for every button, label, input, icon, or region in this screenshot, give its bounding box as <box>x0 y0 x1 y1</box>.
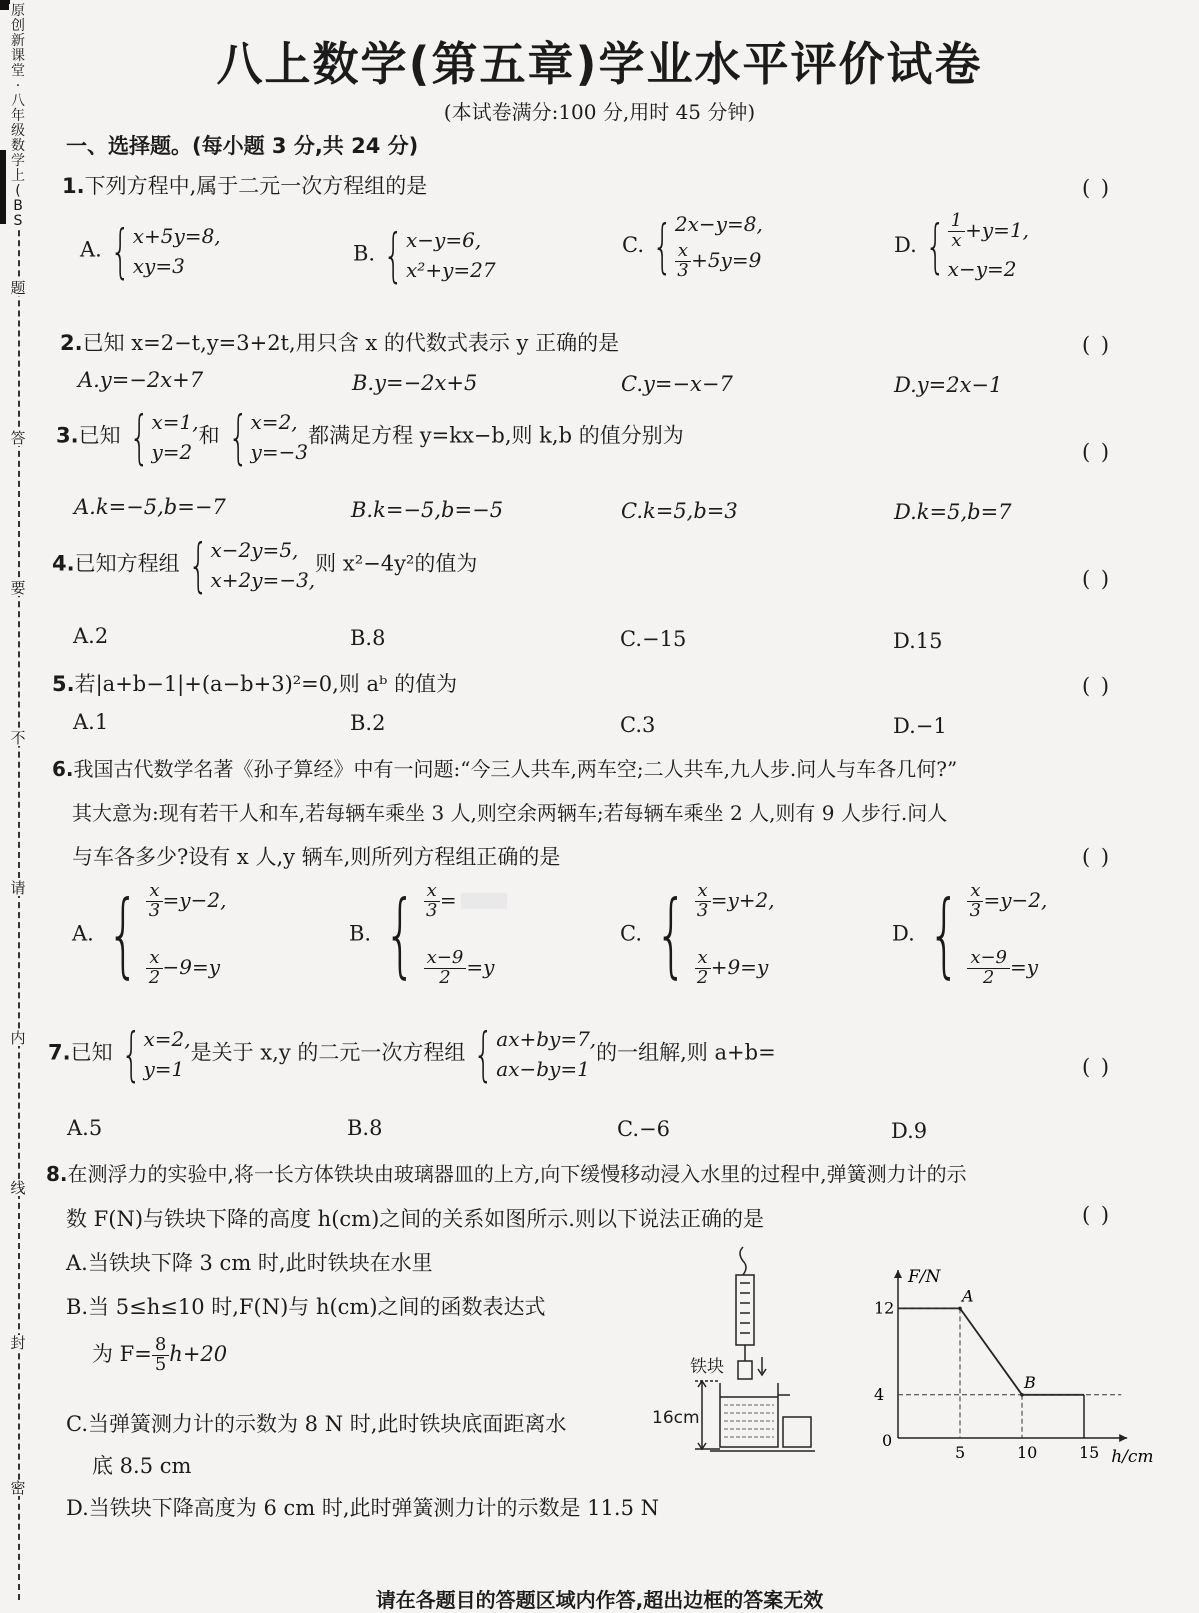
q6-option-a[interactable]: A. { $\frac{x}{3}$ =y−2, $\frac{x}{2}$ −9=y <box>72 880 227 988</box>
spring-scale <box>736 1275 754 1345</box>
q6-option-d[interactable]: D. { $\frac{x}{3}$ =y−2, $\frac{x-9}{2}$ =y <box>892 880 1048 988</box>
q8-option-c-line2[interactable]: 底 8.5 cm <box>92 1454 192 1478</box>
margin-char: 线 <box>8 1180 28 1196</box>
glass-container <box>720 1383 778 1447</box>
q1-option-d[interactable]: D. { $\frac{1}{x}$ +y=1, x−y=2 <box>894 210 1030 281</box>
q8-option-d[interactable]: D.当铁块下降高度为 6 cm 时,此时弹簧测力计的示数是 11.5 N <box>66 1496 659 1520</box>
q7-option-c[interactable]: C.−6 <box>617 1117 670 1141</box>
series-line <box>898 1308 1084 1394</box>
page-subtitle: (本试卷满分:100 分,用时 45 分钟) <box>443 100 756 124</box>
footer-note: 请在各题目的答题区域内作答,超出边框的答案无效 <box>375 1588 824 1612</box>
point-label-B: B <box>1024 1372 1036 1392</box>
section-heading: 一、选择题。(每小题 3 分,共 24 分) <box>66 134 419 158</box>
answer-blank-7[interactable]: ( ) <box>1082 1055 1112 1079</box>
question-5-stem: 5.若|a+b−1|+(a−b+3)²=0,则 aᵇ 的值为 <box>52 672 458 696</box>
question-6-line-2: 其大意为:现有若干人和车,若每辆车乘坐 3 人,则空余两辆车;若每辆车乘坐 2 人,则有 9 人步行.问人 <box>72 801 948 825</box>
x-tick-label: 5 <box>955 1443 966 1462</box>
seal-line <box>18 150 20 1600</box>
q8-option-a[interactable]: A.当铁块下降 3 cm 时,此时铁块在水里 <box>66 1251 433 1275</box>
answer-blank-4[interactable]: ( ) <box>1082 567 1112 591</box>
x-tick-label: 10 <box>1017 1443 1038 1462</box>
answer-blank-5[interactable]: ( ) <box>1082 674 1112 698</box>
q5-option-c[interactable]: C.3 <box>620 713 656 737</box>
obscured-patch <box>461 893 507 909</box>
q3-option-b[interactable]: B.k=−5,b=−5 <box>351 498 504 522</box>
q3-option-a[interactable]: A.k=−5,b=−7 <box>74 495 226 519</box>
q1-option-c[interactable]: C. { 2x−y=8, $\frac{x}{3}$ +5y=9 <box>622 212 763 281</box>
margin-char: 内 <box>8 1030 28 1046</box>
hook-icon <box>740 1247 746 1275</box>
binding-mark <box>0 150 6 224</box>
q3-option-d[interactable]: D.k=5,b=7 <box>894 500 1012 524</box>
page-title: 八上数学(第五章)学业水平评价试卷 <box>216 37 983 91</box>
x-tick-label: 15 <box>1079 1443 1100 1462</box>
q7-option-a[interactable]: A.5 <box>67 1116 103 1140</box>
x-axis-label: h/cm <box>1111 1447 1154 1467</box>
answer-blank-8[interactable]: ( ) <box>1082 1203 1112 1227</box>
question-8-line-1: 8.在测浮力的实验中,将一长方体铁块由玻璃器皿的上方,向下缓慢移动浸入水里的过程中,弹簧测力计的示 <box>46 1162 967 1186</box>
q6-option-b[interactable]: B. { $\frac{x}{3}$ = $\frac{x-9}{2}$ =y <box>349 882 507 988</box>
answer-blank-6[interactable]: ( ) <box>1082 845 1112 869</box>
question-2-stem: 2.已知 x=2−t,y=3+2t,用只含 x 的代数式表示 y 正确的是 <box>60 331 620 355</box>
q7-option-d[interactable]: D.9 <box>891 1119 928 1143</box>
question-4-stem: 4.已知方程组 { x−2y=5, x+2y=−3, 则 x²−4y²的值为 <box>52 531 478 599</box>
margin-char: 题 <box>8 280 28 296</box>
point-label-A: A <box>962 1286 974 1306</box>
q5-option-d[interactable]: D.−1 <box>893 714 947 738</box>
y-tick-label: 12 <box>874 1298 895 1318</box>
q5-option-b[interactable]: B.2 <box>350 711 386 735</box>
force-height-chart <box>860 1262 1160 1482</box>
question-8-line-2: 数 F(N)与铁块下降的高度 h(cm)之间的关系如图所示.则以下说法正确的是 <box>66 1207 764 1231</box>
margin-char: 请 <box>8 880 28 896</box>
y-tick-label: 4 <box>874 1384 885 1404</box>
q8-option-c-line1[interactable]: C.当弹簧测力计的示数为 8 N 时,此时铁块底面距离水 <box>66 1412 567 1436</box>
margin-char: 密 <box>8 1480 28 1496</box>
margin-char: 封 <box>8 1335 28 1351</box>
answer-blank-1[interactable]: ( ) <box>1082 176 1112 200</box>
q4-option-a[interactable]: A.2 <box>73 624 109 648</box>
label-iron-block: 铁块 <box>690 1357 724 1377</box>
q4-option-c[interactable]: C.−15 <box>620 627 687 651</box>
margin-char: 答 <box>8 430 28 446</box>
answer-blank-3[interactable]: ( ) <box>1082 440 1112 464</box>
y-axis-arrow <box>894 1270 902 1278</box>
q7-option-b[interactable]: B.8 <box>347 1116 383 1140</box>
question-6-line-1: 6.我国古代数学名著《孙子算经》中有一问题:“今三人共车,两车空;二人共车,九人步.问人与车各几何?” <box>52 757 958 781</box>
q5-option-a[interactable]: A.1 <box>73 710 109 734</box>
q8-option-b-line2[interactable]: 为 F= $\frac{8}{5}$ h+20 <box>92 1334 228 1375</box>
question-7-stem: 7.已知 { x=2, y=1 是关于 x,y 的二元一次方程组 { ax+by=7, ax−by=1 的一组解,则 a+b= <box>48 1020 776 1088</box>
q2-option-c[interactable]: C.y=−x−7 <box>621 372 733 396</box>
q1-option-a[interactable]: A. { x+5y=8, xy=3 <box>80 217 221 285</box>
answer-blank-2[interactable]: ( ) <box>1082 333 1112 357</box>
q2-option-d[interactable]: D.y=2x−1 <box>894 373 1003 397</box>
origin-label: 0 <box>882 1431 893 1450</box>
series-label: 原 创 新 课 堂 · 八 年 级 数 学 上 ( B S <box>11 3 25 229</box>
q8-option-b-line1[interactable]: B.当 5≤h≤10 时,F(N)与 h(cm)之间的函数表达式 <box>66 1295 546 1319</box>
margin-char: 不 <box>8 730 28 746</box>
y-axis-label: F/N <box>908 1267 941 1287</box>
overflow-cup <box>783 1417 811 1447</box>
data-point-A <box>958 1307 962 1311</box>
question-1-stem: 1.下列方程中,属于二元一次方程组的是 <box>62 174 428 198</box>
q4-option-b[interactable]: B.8 <box>350 626 386 650</box>
question-6-line-3: 与车各多少?设有 x 人,y 辆车,则所列方程组正确的是 <box>72 845 561 869</box>
label-16cm: 16cm <box>652 1408 700 1428</box>
q2-option-b[interactable]: B.y=−2x+5 <box>352 371 478 395</box>
iron-block <box>738 1361 752 1379</box>
q2-option-a[interactable]: A.y=−2x+7 <box>78 368 204 392</box>
x-axis-arrow <box>1119 1434 1127 1442</box>
q6-option-c[interactable]: C. { $\frac{x}{3}$ =y+2, $\frac{x}{2}$ +9=y <box>620 880 775 988</box>
question-3-stem: 3.已知 { x=1, y=2 和 { x=2, y=−3 都满足方程 y=kx−b,则 k,b 的值分别为 <box>56 403 684 471</box>
margin-char: 要 <box>8 580 28 596</box>
q3-option-c[interactable]: C.k=5,b=3 <box>621 499 738 523</box>
binding-margin <box>0 0 40 1600</box>
q1-option-b[interactable]: B. { x−y=6, x²+y=27 <box>353 221 496 289</box>
q4-option-d[interactable]: D.15 <box>893 629 943 653</box>
